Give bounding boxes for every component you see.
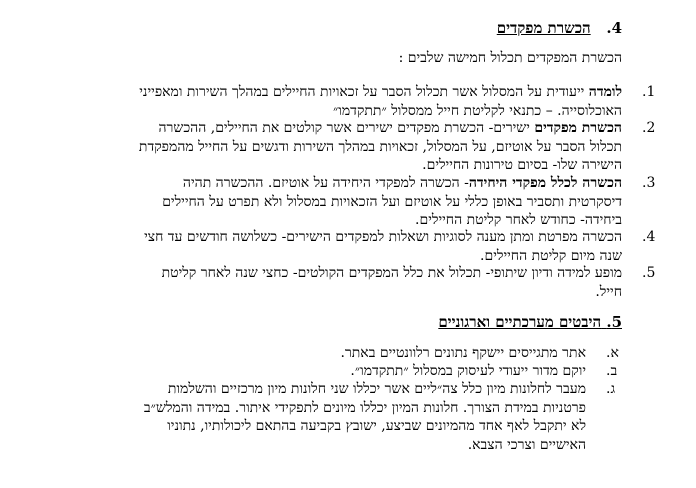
item-number: .5 [642, 265, 656, 281]
item-line: פרטניות במידת הצורך. חלונות המיון יכללו מיונים לתפקידי איתור. במידה והמלש״ב [143, 399, 586, 416]
item-number: .א [606, 345, 619, 361]
item-line: מופע למידה ודיון שיתופי- תכלול את כלל המפקדים הקולטים- כחצי שנה לאחר קליטת [161, 265, 622, 281]
item-line: האישיים וצרכי הצבא. [467, 436, 586, 453]
list-item [81, 344, 619, 363]
item-line: חייל. [595, 283, 622, 300]
list-item [62, 119, 656, 175]
item-line: ישירים- הכשרת מפקדים ישירים אשר קולטים את החיילים, ההכשרה [158, 120, 535, 136]
item-line: אתר מתגייסים יישקף נתונים רלוונטיים באתר. [340, 345, 586, 361]
list-item [81, 380, 616, 454]
item-number: .ג [606, 381, 616, 397]
item-number: .4 [642, 229, 656, 245]
item-line: לא יתקבל לאף אחד מהמיונים שביצע, ישובץ בקביעה בהתאם ליכולותיו, נתוניו [167, 418, 586, 434]
section-4-intro: הכשרת המפקדים תכלול חמישה שלבים : [398, 50, 622, 66]
section-4-heading [497, 19, 622, 37]
section-5-title: היבטים מערכתיים וארגוניים [438, 313, 602, 331]
item-line: ביחידה- כחודש לאחר קליטת החיילים. [415, 212, 622, 228]
item-line: האוכלוסייה. – כתנאי לקליטת חייל ממסלול ״תתקדמו״ [332, 102, 622, 119]
item-number: .ב [606, 363, 618, 379]
item-lead: הכשרת מפקדים [534, 120, 622, 136]
item-line: דיסקרטית ותסביר באופן כללי על אוטיזם ועל הזכאויות במסלול ולא תפרט על החיילים [162, 193, 622, 210]
list-item [62, 264, 656, 301]
list-item [62, 174, 656, 230]
item-line: הכשרה מפרטת ומתן מענה לסוגיות ושאלות למפקדים הישירים- כשלושה חודשים עד חצי [144, 229, 622, 245]
item-number: .2 [642, 120, 656, 136]
item-line: יוקם מדור ייעודי לעיסוק במסלול ״תתקדמו״. [350, 363, 586, 379]
list-item [62, 83, 656, 120]
list-item [81, 362, 618, 381]
section-5-heading [438, 313, 622, 331]
item-number: .3 [642, 175, 656, 191]
item-line: מעבר לחלונות מיון כלל צה״ליים אשר יכללו שני חלונות מיון מרכזיים והשלמות [167, 381, 586, 397]
section-4-title: הכשרת מפקדים [496, 19, 591, 37]
item-line: ייעודית על המסלול אשר תכלול הסבר על זכאויות החיילים במהלך השירות ומאפייני [139, 84, 589, 100]
section-4-number: 4. [606, 19, 622, 37]
item-line: תכלול הסבר על אוטיזם, על המסלול, זכאויות במהלך השירות ודגשים על החייל מהמפקדת [138, 138, 622, 155]
item-line: - הכשרה למפקדי היחידה על אוטיזם. ההכשרה תהיה [182, 175, 469, 191]
item-lead: לומדה [588, 84, 622, 100]
item-lead: הכשרה לכלל מפקדי היחידה [468, 175, 622, 191]
item-number: .1 [642, 84, 656, 100]
item-line: שנה מיום קליטת החיילים. [480, 247, 622, 264]
section-5-number: 5. [606, 313, 622, 331]
list-item [62, 228, 656, 265]
item-line: הישירה שלו- בסיום טירונות החיילים. [422, 157, 622, 173]
